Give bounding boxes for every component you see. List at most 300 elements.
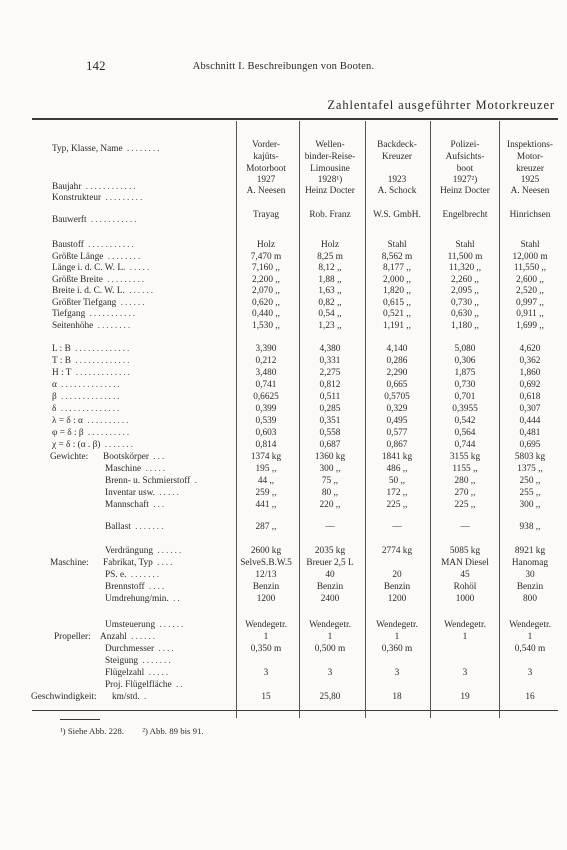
table-cell: 0,618 (519, 392, 541, 402)
table-cell: 0,997 ,, (516, 297, 544, 308)
table-cell: 0,481 (519, 428, 541, 438)
table-cell: 2,520 ,, (516, 286, 544, 296)
table-cell: 2,000 ,, (383, 274, 411, 285)
row-label (105, 570, 161, 580)
table-cell: 0,54 ,, (318, 309, 342, 319)
table-title: Zahlentafel ausgeführter Motorkreuzer (327, 98, 555, 112)
row-label (52, 263, 151, 273)
row-label (100, 632, 157, 642)
table-cell: Wendegetr. (376, 620, 418, 630)
table-cell: 0,500 m (314, 644, 346, 654)
row-label-text: Baustoff (52, 240, 84, 250)
row-label (52, 428, 131, 438)
cell-konstrukteur: Heinz Docter (440, 186, 490, 196)
row-label (105, 668, 170, 678)
table-cell: 1,191 ,, (383, 320, 411, 331)
leader-dots: ... (148, 452, 167, 462)
page-number: 142 (86, 58, 106, 73)
row-label-text: Verdrängung (105, 546, 154, 556)
table-cell: Holz (256, 240, 276, 250)
table-cell: 1 (527, 632, 533, 642)
row-label-text: Flügelzahl (105, 668, 145, 678)
table-cell: — (325, 522, 335, 532)
footnote-2: ²) Abb. 89 bis 91. (142, 726, 204, 736)
leader-dots: ...... (155, 620, 186, 630)
leader-dots: ....... (126, 570, 162, 580)
table-cell: 0,814 (255, 440, 277, 450)
table-cell: 1375 ,, (517, 464, 543, 474)
table-cell: 1 (394, 632, 400, 642)
row-label-text: Steigung (105, 656, 139, 666)
table-cell: 2,275 (319, 368, 341, 378)
column-type-line: Backdeck- (377, 140, 417, 150)
column-type-line: Inspektions- (507, 140, 553, 150)
row-label-text: Typ, Klasse, Name (52, 144, 123, 154)
row-label (103, 452, 166, 462)
leader-dots: .. (171, 680, 185, 690)
table-cell: 3,480 (255, 368, 277, 378)
table-cell: — (392, 522, 402, 532)
table-cell: 0,730 ,, (451, 297, 479, 308)
row-label (105, 620, 185, 630)
table-cell: 0,399 (255, 404, 277, 414)
leader-dots: ........... (86, 215, 139, 225)
column-type-line: boot (456, 164, 474, 174)
row-label-text: Fabrikat, Typ (103, 558, 153, 568)
table-cell: 8921 kg (514, 546, 546, 556)
table-cell: 1,875 (454, 368, 476, 378)
row-label-text: δ (52, 404, 57, 414)
row-label (52, 309, 137, 319)
leader-dots: ............. (70, 344, 132, 354)
table-cell: 0,812 (319, 380, 341, 390)
table-cell: 0,741 (255, 380, 277, 390)
leader-dots: ............. (70, 356, 132, 366)
table-cell: Benzin (316, 582, 344, 592)
leader-dots: ....... (138, 656, 173, 666)
table-cell: 18 (392, 692, 402, 702)
table-cell: 0,82 ,, (318, 297, 342, 308)
label-typ (52, 144, 162, 154)
table-cell: 8,12 ,, (318, 263, 342, 273)
table-cell: Wendegetr. (245, 620, 287, 630)
table-cell: 7,160 ,, (252, 263, 280, 273)
table-cell: 1374 kg (250, 452, 282, 462)
cell-baujahr: 1925 (520, 175, 540, 185)
row-label-text: H : T (52, 368, 72, 378)
row-label-text: Seitenhöhe (52, 320, 94, 331)
table-cell: 0,495 (386, 416, 408, 426)
table-cell: 0,730 (454, 380, 476, 390)
leader-dots: .... (144, 582, 167, 592)
leader-dots: ............. (71, 368, 133, 378)
table-cell: 5803 kg (514, 452, 546, 462)
row-label (52, 286, 155, 296)
table-cell: 1,180 ,, (451, 320, 479, 331)
table-cell: 75 ,, (321, 476, 339, 486)
table-cell: 12/13 (255, 570, 277, 580)
table-cell: 0,285 (319, 404, 341, 414)
row-label (52, 252, 142, 262)
table-cell: 0,511 (319, 392, 341, 402)
row-label (52, 275, 146, 285)
table-cell: 0,362 (519, 356, 541, 366)
leader-dots: .............. (56, 404, 122, 414)
table-cell: 0,3955 (452, 404, 478, 414)
column-type-line: Vorder- (251, 140, 281, 150)
table-cell: 11,550 ,, (513, 263, 547, 273)
table-cell: 3155 kg (449, 452, 481, 462)
leader-dots: ........... (85, 309, 138, 319)
table-cell: 0,5705 (384, 392, 410, 402)
table-cell: 0,306 (454, 356, 476, 366)
row-label-text: Breite i. d. C. W. L. (52, 286, 125, 296)
table-cell: 0,701 (454, 392, 476, 402)
leader-dots: ..... (144, 668, 171, 678)
table-cell: 0,620 ,, (252, 297, 280, 308)
footnote-1: ¹) Siehe Abb. 228. (60, 726, 124, 736)
row-label (105, 680, 185, 690)
table-cell: 0,692 (519, 380, 541, 390)
row-label-text: Durchmesser (105, 644, 155, 654)
row-label-text: Brenn- u. Schmierstoff (105, 476, 191, 486)
column-type-line: Wellen- (315, 140, 345, 150)
row-label (105, 522, 165, 532)
table-cell: Holz (320, 240, 340, 250)
table-cell: Breuer 2,5 L (306, 558, 354, 568)
row-label (52, 240, 136, 250)
row-label-text: β (52, 392, 57, 402)
column-type-line: Kreuzer (382, 152, 412, 162)
row-label-text: T : B (52, 356, 71, 366)
table-cell: 0,558 (319, 428, 341, 438)
table-cell: 16 (525, 692, 535, 702)
table-cell: 1200 (387, 594, 407, 604)
column-type-line: kreuzer (516, 164, 544, 174)
row-label-text: Anzahl (100, 632, 127, 642)
table-cell: 1155 ,, (452, 464, 478, 474)
table-cell: 0,539 (255, 416, 277, 426)
table-cell: 3 (462, 668, 468, 678)
leader-dots: ..... (155, 488, 181, 498)
row-label (52, 404, 121, 414)
row-label-text: Größte Breite (52, 274, 103, 285)
table-cell: 1 (462, 632, 468, 642)
table-cell: 1,530 ,, (252, 320, 280, 331)
table-cell: 8,562 m (381, 251, 413, 262)
table-cell: 2,290 (386, 368, 408, 378)
leader-dots: ....... (100, 440, 135, 450)
table-cell: 1360 kg (314, 452, 346, 462)
table-cell: 1,63 ,, (318, 286, 342, 296)
column-type-line: Aufsichts- (445, 152, 485, 162)
table-cell: Benzin (516, 582, 544, 592)
leader-dots: ........ (93, 320, 133, 331)
table-cell: 80 ,, (321, 488, 339, 498)
table-cell: 7,470 m (250, 251, 282, 262)
table-cell: 5085 kg (449, 546, 481, 556)
cell-konstrukteur: A. Schock (377, 186, 417, 196)
column-type-line: kajüts- (253, 152, 279, 162)
table-cell: 0,577 (386, 428, 408, 438)
row-label-text: Bauwerft (52, 215, 87, 225)
cell-konstrukteur: A. Neesen (510, 186, 550, 196)
leader-dots: ......... (101, 193, 145, 203)
leader-dots: . (139, 692, 149, 702)
footnotes (60, 726, 204, 736)
table-cell: 300 ,, (319, 464, 341, 474)
table-cell: 0,564 (454, 428, 476, 438)
row-label (105, 488, 181, 498)
row-label (105, 644, 176, 654)
row-label (52, 416, 130, 426)
row-label-text: Inventar usw. (105, 488, 155, 498)
cell-bauwerft: Hinrichsen (509, 210, 551, 220)
row-group-label: Propeller: (54, 632, 91, 642)
leader-dots: .... (154, 644, 176, 654)
table-cell: 25,80 (319, 692, 341, 702)
row-label-text: Tiefgang (52, 309, 86, 319)
table-cell: 40 (325, 570, 335, 580)
row-label (105, 582, 166, 592)
table-bottom-rule (32, 710, 558, 711)
row-group-label: Geschwindigkeit: (31, 692, 97, 702)
leader-dots: .......... (82, 416, 131, 426)
row-label (105, 594, 182, 604)
table-cell: 3 (527, 668, 533, 678)
table-cell: 2035 kg (314, 546, 346, 556)
table-cell: 2,070 ,, (252, 286, 280, 296)
table-cell: 1000 (455, 594, 475, 604)
column-type-line: Limousine (310, 164, 350, 174)
leader-dots: .. (168, 594, 182, 604)
table-cell: 259 ,, (255, 488, 277, 498)
table-cell: 12,000 m (512, 251, 548, 262)
leader-dots: ........ (122, 144, 162, 154)
table-cell: 0,331 (319, 356, 341, 366)
table-cell: 2,095 ,, (451, 286, 479, 296)
row-label-text: Bootskörper (103, 452, 149, 462)
row-label-text: Größte Länge (52, 251, 104, 262)
row-label-text: Umsteuerung (105, 620, 156, 630)
table-cell: 44 ,, (257, 476, 275, 486)
table-cell: 0,351 (319, 416, 341, 426)
row-label-text: L : B (52, 344, 71, 354)
table-cell: 250 ,, (519, 476, 541, 486)
leader-dots: ..... (141, 464, 168, 474)
running-title: Abschnitt I. Beschreibungen von Booten. (192, 61, 375, 72)
row-label-text: Konstrukteur (52, 193, 102, 203)
table-cell: 220 ,, (319, 500, 341, 510)
row-label (105, 464, 167, 474)
table-cell: 195 ,, (255, 464, 277, 474)
label-konstrukteur (52, 193, 144, 203)
table-cell: 1 (263, 632, 269, 642)
table-cell: Hanomag (511, 558, 549, 568)
table-cell: 1,820 ,, (383, 286, 411, 296)
table-cell: 0,687 (319, 440, 341, 450)
table-cell: 5,080 (454, 344, 476, 354)
table-cell: 0,603 (255, 428, 277, 438)
cell-bauwerft: Engelbrecht (442, 210, 488, 220)
table-cell: 50 ,, (388, 476, 406, 486)
cell-baujahr: 1923 (387, 175, 407, 185)
row-label (105, 476, 199, 486)
table-cell: 3,390 (255, 344, 277, 354)
table-cell: 30 (525, 570, 535, 580)
table-cell: 2,200 ,, (252, 274, 280, 285)
label-baujahr (52, 182, 138, 192)
cell-baujahr: 1928¹) (317, 175, 343, 185)
table-cell: 2,600 ,, (516, 274, 544, 285)
row-label-text: Größter Tiefgang (52, 297, 117, 308)
table-cell: 287 ,, (255, 522, 277, 532)
row-label-text: km/std. (112, 692, 140, 702)
table-top-rule (32, 118, 558, 120)
leader-dots: ...... (153, 546, 184, 556)
table-cell: 0,540 m (514, 644, 546, 654)
leader-dots: .......... (83, 428, 132, 438)
table-cell: 20 (392, 570, 402, 580)
row-group-label: Gewichte: (50, 452, 89, 462)
row-label (52, 344, 131, 354)
table-cell: Wendegetr. (509, 620, 551, 630)
row-label (52, 392, 122, 402)
table-cell: 800 (523, 594, 537, 604)
row-label-text: PS. e. (105, 570, 127, 580)
column-type-line: Motor- (516, 152, 544, 162)
row-label-text: Baujahr (52, 182, 82, 192)
row-label (52, 321, 132, 331)
row-label-text: χ = δ : (α . β) (52, 440, 101, 450)
table-cell: 15 (261, 692, 271, 702)
table-cell: 3 (327, 668, 333, 678)
table-cell: 2,260 ,, (451, 274, 479, 285)
cell-bauwerft: Trayag (253, 210, 279, 220)
table-cell: Wendegetr. (309, 620, 351, 630)
table-cell: — (460, 522, 470, 532)
row-label-text: λ = δ : α (52, 416, 83, 426)
table-cell: 1841 kg (381, 452, 413, 462)
row-label (52, 368, 132, 378)
table-cell: 255 ,, (519, 488, 541, 498)
table-cell: 0,329 (386, 404, 408, 414)
table-cell: 0,6625 (253, 392, 279, 402)
table-cell: 0,542 (454, 416, 476, 426)
table-cell: 3 (263, 668, 269, 678)
leader-dots: .............. (56, 380, 122, 390)
table-cell: 11,500 m (447, 251, 483, 262)
table-cell: 45 (460, 570, 470, 580)
table-cell: 19 (460, 692, 470, 702)
row-group-label: Maschine: (50, 558, 89, 568)
row-label (105, 500, 166, 510)
table-cell: Wendegetr. (444, 620, 486, 630)
table-cell: 0,286 (386, 356, 408, 366)
row-label-text: Maschine (105, 464, 142, 474)
row-label (112, 692, 148, 702)
row-label-text: Ballast (105, 522, 131, 532)
table-cell: 0,911 ,, (516, 309, 544, 319)
leader-dots: ....... (130, 522, 166, 532)
table-cell: 270 ,, (454, 488, 476, 498)
leader-dots: ............ (81, 182, 138, 192)
table-cell: 486 ,, (386, 464, 408, 474)
table-cell: 2774 kg (381, 546, 413, 556)
table-cell: 225 ,, (386, 500, 408, 510)
row-label-text: Länge i. d. C. W. L. (52, 263, 126, 273)
table-cell: 280 ,, (454, 476, 476, 486)
table-cell: 8,25 m (317, 251, 343, 262)
leader-dots: ........ (103, 251, 143, 262)
table-cell: 0,212 (255, 356, 277, 366)
row-label-text: Mannschaft (105, 500, 149, 510)
table-cell: 3 (394, 668, 400, 678)
row-label (52, 356, 132, 366)
table-cell: MAN Diesel (441, 558, 489, 568)
column-type-line: Polizei- (450, 140, 480, 150)
leader-dots: ..... (125, 263, 152, 273)
row-label (103, 558, 174, 568)
column-type-line: binder-Reise- (304, 152, 356, 162)
table-cell: 0,867 (386, 440, 408, 450)
row-label-text: Brennstoff (105, 582, 145, 592)
table-cell: 0,440 ,, (252, 309, 280, 319)
table-cell: 0,665 (386, 380, 408, 390)
leader-dots: ...... (116, 297, 147, 308)
row-label (52, 298, 147, 308)
table-cell: Stahl (520, 240, 540, 250)
table-cell: 938 ,, (519, 522, 541, 532)
cell-baujahr: 1927²) (452, 175, 478, 185)
row-label (105, 546, 183, 556)
table-cell: 1,699 ,, (516, 320, 544, 331)
cell-bauwerft: Rob. Franz (309, 210, 351, 220)
table-cell: 1200 (256, 594, 276, 604)
row-label-text: Umdrehung/min. (105, 594, 169, 604)
table-cell: 4,380 (319, 344, 341, 354)
row-label-text: φ = δ : β (52, 428, 84, 438)
cell-konstrukteur: A. Neesen (246, 186, 286, 196)
table-cell: 300 ,, (519, 500, 541, 510)
leader-dots: ......... (102, 274, 147, 285)
table-cell: 225 ,, (454, 500, 476, 510)
cell-baujahr: 1927 (256, 175, 276, 185)
leader-dots: .... (152, 558, 175, 568)
table-cell: 0,521 ,, (383, 309, 411, 319)
table-cell: 0,615 ,, (383, 297, 411, 308)
leader-dots: ...... (124, 286, 156, 296)
leader-dots: ... (148, 500, 167, 510)
table-cell: 172 ,, (386, 488, 408, 498)
table-cell: 0,360 m (381, 644, 413, 654)
cell-bauwerft: W.S. GmbH. (373, 210, 421, 220)
row-label (52, 440, 135, 450)
table-cell: Benzin (383, 582, 411, 592)
table-cell: Stahl (455, 240, 475, 250)
table-cell: 441 ,, (255, 500, 277, 510)
footnote-rule (60, 719, 100, 720)
leader-dots: .............. (56, 392, 122, 402)
leader-dots: ........... (83, 240, 136, 250)
table-cell: 1 (327, 632, 333, 642)
row-label (105, 656, 173, 666)
table-cell: Rohöl (453, 582, 477, 592)
row-label (52, 380, 122, 390)
table-cell: 0,444 (519, 416, 541, 426)
table-cell: 1,23 ,, (318, 320, 342, 331)
row-label-text: Proj. Flügelfläche (105, 680, 172, 690)
